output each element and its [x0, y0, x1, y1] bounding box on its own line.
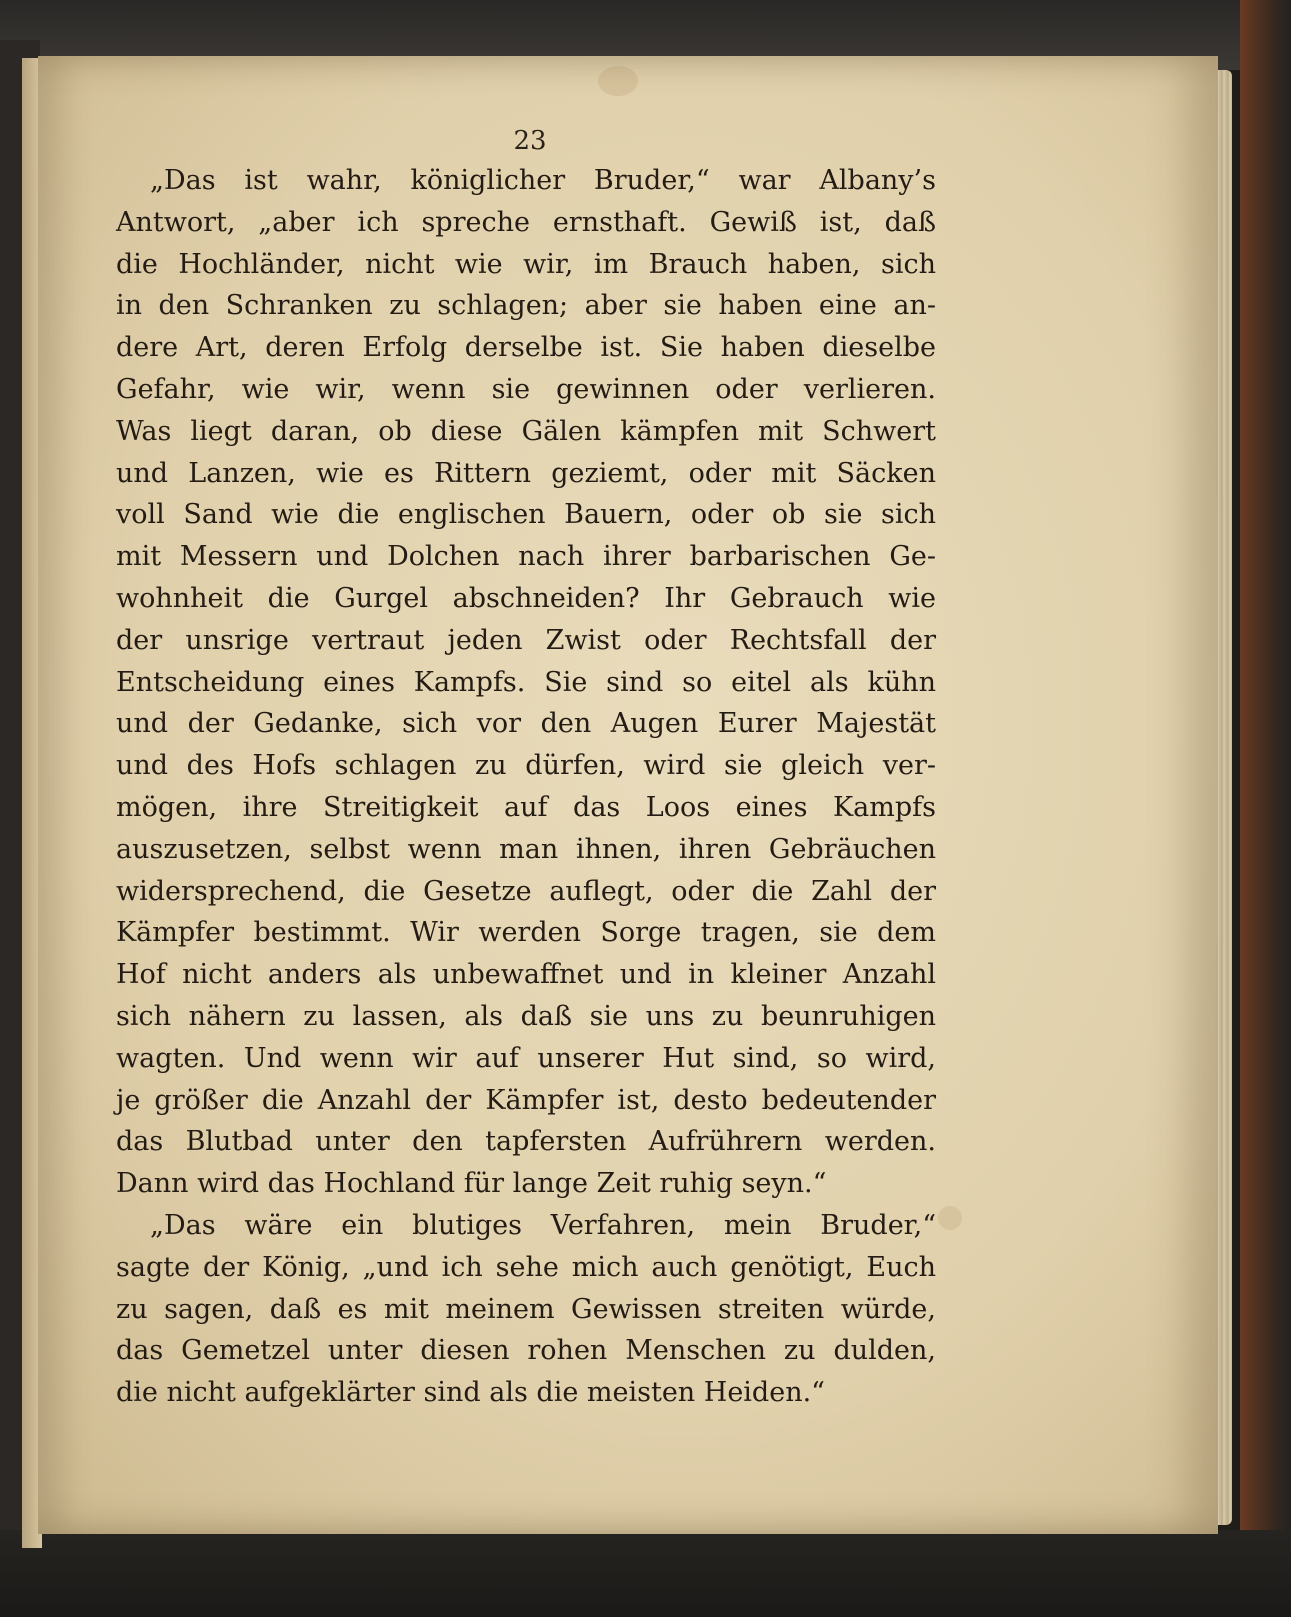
text-line: und des Hofs schlagen zu dürfen, wird sie gleich ver- [116, 750, 936, 782]
text-line: sagte der König, „und ich sehe mich auch genötigt, Euch [116, 1251, 936, 1283]
text-line: widersprechend, die Gesetze auflegt, oder die Zahl der [116, 875, 936, 907]
text-line: voll Sand wie die englischen Bauern, oder ob sie sich [116, 499, 936, 531]
text-line: Dann wird das Hochland für lange Zeit ruhig seyn.“ [116, 1168, 827, 1200]
book-cover-right [1240, 0, 1291, 1617]
paper-stain [598, 66, 638, 96]
text-line: mit Messern und Dolchen nach ihrer barbarischen Ge- [116, 541, 936, 573]
text-line: dere Art, deren Erfolg derselbe ist. Sie haben dieselbe [116, 332, 936, 364]
text-line: sich nähern zu lassen, als daß sie uns zu beunruhigen [116, 1000, 936, 1032]
text-line: das Gemetzel unter diesen rohen Menschen zu dulden, [116, 1335, 936, 1367]
text-line: Hof nicht anders als unbewaffnet und in kleiner Anzahl [116, 959, 936, 991]
paper-stain [938, 1206, 962, 1230]
text-line: je größer die Anzahl der Kämpfer ist, desto bedeutender [116, 1084, 936, 1116]
text-line: die Hochländer, nicht wie wir, im Brauch haben, sich [116, 248, 936, 280]
text-line: „Das ist wahr, königlicher Bruder,“ war Albany’s [150, 165, 936, 196]
text-line: Antwort, „aber ich spreche ernsthaft. Gewiß ist, daß [116, 206, 936, 238]
book-cover-bottom [0, 1530, 1291, 1617]
text-line: „Das wäre ein blutiges Verfahren, mein Bruder,“ [150, 1209, 936, 1241]
text-line: mögen, ihre Streitigkeit auf das Loos eines Kampfs [116, 791, 936, 823]
page-text [116, 160, 936, 1414]
text-line: der unsrige vertraut jeden Zwist oder Rechtsfall der [116, 624, 936, 656]
text-line: und Lanzen, wie es Rittern geziemt, oder mit Säcken [116, 457, 936, 489]
text-line: Entscheidung eines Kampfs. Sie sind so eitel als kühn [116, 666, 936, 698]
text-line: und der Gedanke, sich vor den Augen Eurer Majestät [116, 708, 936, 740]
text-line: das Blutbad unter den tapfersten Aufrührern werden. [116, 1126, 936, 1158]
text-line: Was liegt daran, ob diese Gälen kämpfen mit Schwert [116, 415, 936, 447]
text-line: die nicht aufgeklärter sind als die meisten Heiden.“ [116, 1377, 825, 1409]
text-line: zu sagen, daß es mit meinem Gewissen streiten würde, [116, 1293, 936, 1325]
text-line: Kämpfer bestimmt. Wir werden Sorge tragen, sie dem [116, 917, 936, 949]
text-line: in den Schranken zu schlagen; aber sie haben eine an- [116, 290, 936, 322]
text-line: Gefahr, wie wir, wenn sie gewinnen oder verlieren. [116, 373, 936, 405]
text-line: auszusetzen, selbst wenn man ihnen, ihren Gebräuchen [116, 833, 936, 865]
page-number: 23 [513, 126, 547, 156]
text-line: wagten. Und wenn wir auf unserer Hut sind, so wird, [116, 1042, 936, 1074]
text-line: wohnheit die Gurgel abschneiden? Ihr Gebrauch wie [116, 582, 936, 614]
